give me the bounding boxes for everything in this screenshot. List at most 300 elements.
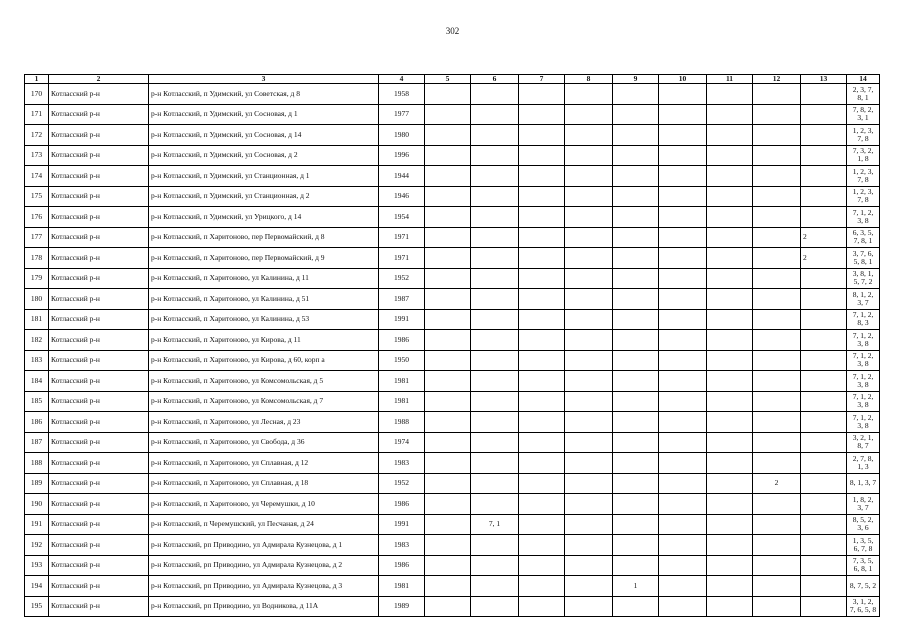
cell-col-11 xyxy=(707,432,753,453)
cell-col-7 xyxy=(519,412,565,433)
cell-col-6 xyxy=(471,596,519,617)
table-row xyxy=(25,596,880,617)
cell-col-5 xyxy=(425,248,471,269)
cell-col-10 xyxy=(659,494,707,515)
table-row xyxy=(25,535,880,556)
cell-col-10 xyxy=(659,371,707,392)
cell-col-11 xyxy=(707,309,753,330)
cell-col-9 xyxy=(613,514,659,535)
cell-col-8 xyxy=(565,514,613,535)
cell-col-3: р-н Котласский, п Харитоново, ул Комсомольская, д 7 xyxy=(149,391,379,412)
cell-col-8 xyxy=(565,412,613,433)
cell-col-1: 175 xyxy=(25,186,49,207)
cell-col-1: 177 xyxy=(25,227,49,248)
cell-col-4: 1981 xyxy=(379,371,425,392)
cell-col-2: Котласский р-н xyxy=(49,145,149,166)
cell-col-10 xyxy=(659,289,707,310)
cell-col-8 xyxy=(565,145,613,166)
cell-col-10 xyxy=(659,227,707,248)
cell-col-3: р-н Котласский, п Харитоново, ул Комсомольская, д 5 xyxy=(149,371,379,392)
table-row xyxy=(25,453,880,474)
cell-col-11 xyxy=(707,576,753,597)
cell-col-8 xyxy=(565,289,613,310)
cell-col-5 xyxy=(425,576,471,597)
cell-col-5 xyxy=(425,391,471,412)
column-header-9: 9 xyxy=(613,75,659,84)
cell-col-7 xyxy=(519,166,565,187)
cell-col-6 xyxy=(471,289,519,310)
cell-col-2: Котласский р-н xyxy=(49,576,149,597)
cell-col-9 xyxy=(613,371,659,392)
cell-col-10 xyxy=(659,248,707,269)
cell-col-2: Котласский р-н xyxy=(49,453,149,474)
cell-col-13 xyxy=(801,166,847,187)
cell-col-4: 1989 xyxy=(379,596,425,617)
cell-col-7 xyxy=(519,186,565,207)
cell-col-13 xyxy=(801,289,847,310)
cell-col-14: 3, 7, 6, 5, 8, 1 xyxy=(847,248,880,269)
cell-col-1: 173 xyxy=(25,145,49,166)
cell-col-10 xyxy=(659,412,707,433)
cell-col-6 xyxy=(471,268,519,289)
cell-col-4: 1996 xyxy=(379,145,425,166)
cell-col-12 xyxy=(753,248,801,269)
cell-col-7 xyxy=(519,145,565,166)
cell-col-14: 1, 3, 5, 6, 7, 8 xyxy=(847,535,880,556)
cell-col-6 xyxy=(471,371,519,392)
cell-col-11 xyxy=(707,289,753,310)
cell-col-11 xyxy=(707,453,753,474)
cell-col-10 xyxy=(659,309,707,330)
cell-col-1: 171 xyxy=(25,104,49,125)
cell-col-14: 7, 1, 2, 8, 3 xyxy=(847,309,880,330)
cell-col-2: Котласский р-н xyxy=(49,412,149,433)
table-row xyxy=(25,514,880,535)
cell-col-9 xyxy=(613,84,659,105)
cell-col-9 xyxy=(613,350,659,371)
cell-col-3: р-н Котласский, п Удимский, ул Сосновая, д 14 xyxy=(149,125,379,146)
column-header-14: 14 xyxy=(847,75,880,84)
page-number: 302 xyxy=(445,26,460,36)
cell-col-10 xyxy=(659,125,707,146)
table-row xyxy=(25,350,880,371)
cell-col-14: 7, 1, 2, 3, 8 xyxy=(847,207,880,228)
cell-col-13 xyxy=(801,350,847,371)
cell-col-5 xyxy=(425,145,471,166)
cell-col-1: 191 xyxy=(25,514,49,535)
cell-col-11 xyxy=(707,412,753,433)
cell-col-9 xyxy=(613,248,659,269)
cell-col-6 xyxy=(471,207,519,228)
cell-col-13 xyxy=(801,125,847,146)
cell-col-14: 7, 8, 2, 3, 1 xyxy=(847,104,880,125)
cell-col-7 xyxy=(519,125,565,146)
cell-col-13 xyxy=(801,576,847,597)
cell-col-8 xyxy=(565,84,613,105)
cell-col-5 xyxy=(425,125,471,146)
table-row xyxy=(25,330,880,351)
cell-col-14: 7, 3, 2, 1, 8 xyxy=(847,145,880,166)
column-header-4: 4 xyxy=(379,75,425,84)
cell-col-6 xyxy=(471,330,519,351)
cell-col-2: Котласский р-н xyxy=(49,268,149,289)
cell-col-4: 1946 xyxy=(379,186,425,207)
cell-col-2: Котласский р-н xyxy=(49,84,149,105)
table-row xyxy=(25,494,880,515)
table-row xyxy=(25,104,880,125)
cell-col-9 xyxy=(613,145,659,166)
cell-col-7 xyxy=(519,514,565,535)
cell-col-14: 1, 2, 3, 7, 8 xyxy=(847,186,880,207)
cell-col-2: Котласский р-н xyxy=(49,207,149,228)
cell-col-12 xyxy=(753,289,801,310)
cell-col-8 xyxy=(565,453,613,474)
cell-col-14: 1, 8, 2, 3, 7 xyxy=(847,494,880,515)
cell-col-4: 1952 xyxy=(379,268,425,289)
cell-col-14: 7, 1, 2, 3, 8 xyxy=(847,412,880,433)
cell-col-9 xyxy=(613,555,659,576)
housing-registry-table xyxy=(24,74,880,617)
cell-col-4: 1981 xyxy=(379,576,425,597)
cell-col-3: р-н Котласский, п Харитоново, ул Сплавная, д 18 xyxy=(149,473,379,494)
cell-col-5 xyxy=(425,84,471,105)
cell-col-5 xyxy=(425,330,471,351)
cell-col-8 xyxy=(565,473,613,494)
cell-col-5 xyxy=(425,371,471,392)
cell-col-4: 1944 xyxy=(379,166,425,187)
cell-col-4: 1974 xyxy=(379,432,425,453)
cell-col-12 xyxy=(753,391,801,412)
cell-col-11 xyxy=(707,371,753,392)
cell-col-11 xyxy=(707,227,753,248)
cell-col-10 xyxy=(659,166,707,187)
cell-col-10 xyxy=(659,104,707,125)
cell-col-9 xyxy=(613,535,659,556)
cell-col-8 xyxy=(565,350,613,371)
table-row xyxy=(25,125,880,146)
cell-col-13 xyxy=(801,453,847,474)
cell-col-2: Котласский р-н xyxy=(49,125,149,146)
cell-col-8 xyxy=(565,596,613,617)
cell-col-4: 1954 xyxy=(379,207,425,228)
table-row xyxy=(25,391,880,412)
cell-col-2: Котласский р-н xyxy=(49,494,149,515)
cell-col-5 xyxy=(425,350,471,371)
cell-col-11 xyxy=(707,84,753,105)
cell-col-7 xyxy=(519,535,565,556)
cell-col-2: Котласский р-н xyxy=(49,350,149,371)
cell-col-8 xyxy=(565,227,613,248)
cell-col-14: 6, 3, 5, 7, 8, 1 xyxy=(847,227,880,248)
cell-col-4: 1991 xyxy=(379,514,425,535)
cell-col-12 xyxy=(753,514,801,535)
cell-col-7 xyxy=(519,432,565,453)
cell-col-4: 1971 xyxy=(379,248,425,269)
cell-col-12 xyxy=(753,104,801,125)
cell-col-8 xyxy=(565,186,613,207)
cell-col-5 xyxy=(425,412,471,433)
cell-col-6 xyxy=(471,309,519,330)
cell-col-14: 8, 1, 2, 3, 7 xyxy=(847,289,880,310)
cell-col-14: 8, 5, 2, 3, 6 xyxy=(847,514,880,535)
cell-col-10 xyxy=(659,473,707,494)
cell-col-5 xyxy=(425,494,471,515)
cell-col-9 xyxy=(613,268,659,289)
table-row xyxy=(25,268,880,289)
cell-col-1: 192 xyxy=(25,535,49,556)
cell-col-7 xyxy=(519,309,565,330)
cell-col-9 xyxy=(613,432,659,453)
cell-col-13 xyxy=(801,309,847,330)
cell-col-1: 170 xyxy=(25,84,49,105)
cell-col-3: р-н Котласский, рп Приводино, ул Адмирала Кузнецова, д 3 xyxy=(149,576,379,597)
cell-col-7 xyxy=(519,555,565,576)
cell-col-12 xyxy=(753,596,801,617)
table-row xyxy=(25,473,880,494)
cell-col-13 xyxy=(801,268,847,289)
table-row xyxy=(25,289,880,310)
cell-col-5 xyxy=(425,473,471,494)
cell-col-5 xyxy=(425,514,471,535)
cell-col-1: 183 xyxy=(25,350,49,371)
cell-col-1: 182 xyxy=(25,330,49,351)
cell-col-14: 3, 8, 1, 5, 7, 2 xyxy=(847,268,880,289)
cell-col-14: 8, 1, 3, 7 xyxy=(847,473,880,494)
column-header-1: 1 xyxy=(25,75,49,84)
column-header-7: 7 xyxy=(519,75,565,84)
cell-col-13 xyxy=(801,104,847,125)
cell-col-7 xyxy=(519,576,565,597)
table-row xyxy=(25,576,880,597)
cell-col-1: 176 xyxy=(25,207,49,228)
column-header-10: 10 xyxy=(659,75,707,84)
cell-col-9 xyxy=(613,494,659,515)
cell-col-14: 7, 1, 2, 3, 8 xyxy=(847,371,880,392)
cell-col-13 xyxy=(801,596,847,617)
cell-col-1: 181 xyxy=(25,309,49,330)
cell-col-4: 1977 xyxy=(379,104,425,125)
cell-col-5 xyxy=(425,104,471,125)
column-header-5: 5 xyxy=(425,75,471,84)
cell-col-4: 1991 xyxy=(379,309,425,330)
cell-col-9 xyxy=(613,330,659,351)
cell-col-3: р-н Котласский, п Харитоново, ул Калинина, д 53 xyxy=(149,309,379,330)
cell-col-11 xyxy=(707,166,753,187)
cell-col-7 xyxy=(519,104,565,125)
cell-col-8 xyxy=(565,371,613,392)
cell-col-5 xyxy=(425,289,471,310)
cell-col-13 xyxy=(801,84,847,105)
cell-col-10 xyxy=(659,207,707,228)
cell-col-1: 189 xyxy=(25,473,49,494)
column-header-8: 8 xyxy=(565,75,613,84)
cell-col-6 xyxy=(471,248,519,269)
cell-col-2: Котласский р-н xyxy=(49,330,149,351)
cell-col-3: р-н Котласский, п Удимский, ул Станционная, д 2 xyxy=(149,186,379,207)
cell-col-14: 7, 1, 2, 3, 8 xyxy=(847,391,880,412)
cell-col-14: 8, 7, 5, 2 xyxy=(847,576,880,597)
cell-col-4: 1958 xyxy=(379,84,425,105)
cell-col-1: 195 xyxy=(25,596,49,617)
cell-col-14: 3, 2, 1, 8, 7 xyxy=(847,432,880,453)
cell-col-6 xyxy=(471,576,519,597)
cell-col-7 xyxy=(519,473,565,494)
column-header-3: 3 xyxy=(149,75,379,84)
cell-col-6 xyxy=(471,555,519,576)
cell-col-9 xyxy=(613,186,659,207)
cell-col-10 xyxy=(659,268,707,289)
cell-col-1: 179 xyxy=(25,268,49,289)
cell-col-1: 186 xyxy=(25,412,49,433)
cell-col-3: р-н Котласский, п Харитоново, ул Сплавная, д 12 xyxy=(149,453,379,474)
cell-col-9 xyxy=(613,453,659,474)
cell-col-2: Котласский р-н xyxy=(49,166,149,187)
cell-col-9 xyxy=(613,412,659,433)
cell-col-3: р-н Котласский, п Харитоново, ул Свобода, д 36 xyxy=(149,432,379,453)
column-header-6: 6 xyxy=(471,75,519,84)
cell-col-4: 1983 xyxy=(379,453,425,474)
cell-col-7 xyxy=(519,391,565,412)
cell-col-12 xyxy=(753,145,801,166)
cell-col-14: 1, 2, 3, 7, 8 xyxy=(847,166,880,187)
cell-col-7 xyxy=(519,453,565,474)
cell-col-11 xyxy=(707,391,753,412)
cell-col-3: р-н Котласский, п Харитоново, ул Черемушки, д 10 xyxy=(149,494,379,515)
cell-col-10 xyxy=(659,391,707,412)
cell-col-2: Котласский р-н xyxy=(49,248,149,269)
cell-col-9 xyxy=(613,596,659,617)
cell-col-7 xyxy=(519,371,565,392)
cell-col-4: 1952 xyxy=(379,473,425,494)
cell-col-13 xyxy=(801,412,847,433)
cell-col-11 xyxy=(707,514,753,535)
cell-col-14: 1, 2, 3, 7, 8 xyxy=(847,125,880,146)
cell-col-12 xyxy=(753,309,801,330)
cell-col-3: р-н Котласский, рп Приводино, ул Водникова, д 11А xyxy=(149,596,379,617)
cell-col-14: 3, 1, 2, 7, 6, 5, 8 xyxy=(847,596,880,617)
cell-col-11 xyxy=(707,494,753,515)
cell-col-7 xyxy=(519,227,565,248)
cell-col-6 xyxy=(471,412,519,433)
cell-col-9 xyxy=(613,391,659,412)
cell-col-10 xyxy=(659,145,707,166)
cell-col-13 xyxy=(801,330,847,351)
cell-col-10 xyxy=(659,535,707,556)
cell-col-4: 1981 xyxy=(379,391,425,412)
cell-col-12 xyxy=(753,535,801,556)
cell-col-11 xyxy=(707,535,753,556)
cell-col-6 xyxy=(471,104,519,125)
cell-col-13 xyxy=(801,391,847,412)
cell-col-3: р-н Котласский, п Харитоново, ул Калинина, д 51 xyxy=(149,289,379,310)
cell-col-1: 193 xyxy=(25,555,49,576)
cell-col-6 xyxy=(471,145,519,166)
cell-col-12: 2 xyxy=(753,473,801,494)
cell-col-12 xyxy=(753,432,801,453)
table-row xyxy=(25,412,880,433)
cell-col-11 xyxy=(707,330,753,351)
cell-col-13 xyxy=(801,371,847,392)
cell-col-1: 188 xyxy=(25,453,49,474)
cell-col-5 xyxy=(425,535,471,556)
cell-col-13 xyxy=(801,514,847,535)
cell-col-8 xyxy=(565,330,613,351)
cell-col-1: 190 xyxy=(25,494,49,515)
cell-col-4: 1986 xyxy=(379,330,425,351)
cell-col-12 xyxy=(753,350,801,371)
column-header-2: 2 xyxy=(49,75,149,84)
cell-col-12 xyxy=(753,412,801,433)
cell-col-2: Котласский р-н xyxy=(49,309,149,330)
cell-col-9 xyxy=(613,125,659,146)
cell-col-1: 174 xyxy=(25,166,49,187)
cell-col-5 xyxy=(425,268,471,289)
cell-col-2: Котласский р-н xyxy=(49,289,149,310)
cell-col-8 xyxy=(565,248,613,269)
cell-col-11 xyxy=(707,104,753,125)
cell-col-12 xyxy=(753,555,801,576)
column-header-11: 11 xyxy=(707,75,753,84)
cell-col-11 xyxy=(707,145,753,166)
cell-col-6 xyxy=(471,453,519,474)
cell-col-6 xyxy=(471,186,519,207)
cell-col-10 xyxy=(659,186,707,207)
cell-col-6 xyxy=(471,350,519,371)
cell-col-1: 178 xyxy=(25,248,49,269)
cell-col-13: 2 xyxy=(801,248,847,269)
cell-col-6 xyxy=(471,432,519,453)
cell-col-13 xyxy=(801,473,847,494)
cell-col-12 xyxy=(753,330,801,351)
cell-col-13 xyxy=(801,555,847,576)
cell-col-7 xyxy=(519,494,565,515)
cell-col-1: 185 xyxy=(25,391,49,412)
cell-col-3: р-н Котласский, п Черемушский, ул Песчаная, д 24 xyxy=(149,514,379,535)
cell-col-4: 1950 xyxy=(379,350,425,371)
table-row xyxy=(25,248,880,269)
cell-col-11 xyxy=(707,596,753,617)
cell-col-10 xyxy=(659,84,707,105)
cell-col-7 xyxy=(519,268,565,289)
cell-col-11 xyxy=(707,207,753,228)
table-row xyxy=(25,145,880,166)
cell-col-13 xyxy=(801,207,847,228)
cell-col-13 xyxy=(801,432,847,453)
cell-col-1: 172 xyxy=(25,125,49,146)
cell-col-2: Котласский р-н xyxy=(49,514,149,535)
cell-col-6 xyxy=(471,227,519,248)
column-header-13: 13 xyxy=(801,75,847,84)
cell-col-14: 7, 1, 2, 3, 8 xyxy=(847,330,880,351)
cell-col-6 xyxy=(471,391,519,412)
cell-col-8 xyxy=(565,535,613,556)
cell-col-12 xyxy=(753,576,801,597)
cell-col-8 xyxy=(565,494,613,515)
cell-col-2: Котласский р-н xyxy=(49,473,149,494)
cell-col-12 xyxy=(753,453,801,474)
cell-col-11 xyxy=(707,125,753,146)
cell-col-3: р-н Котласский, п Харитоново, пер Первомайский, д 9 xyxy=(149,248,379,269)
cell-col-2: Котласский р-н xyxy=(49,227,149,248)
cell-col-1: 180 xyxy=(25,289,49,310)
cell-col-8 xyxy=(565,207,613,228)
cell-col-9 xyxy=(613,104,659,125)
cell-col-5 xyxy=(425,186,471,207)
cell-col-10 xyxy=(659,576,707,597)
cell-col-10 xyxy=(659,596,707,617)
cell-col-8 xyxy=(565,555,613,576)
cell-col-6 xyxy=(471,84,519,105)
